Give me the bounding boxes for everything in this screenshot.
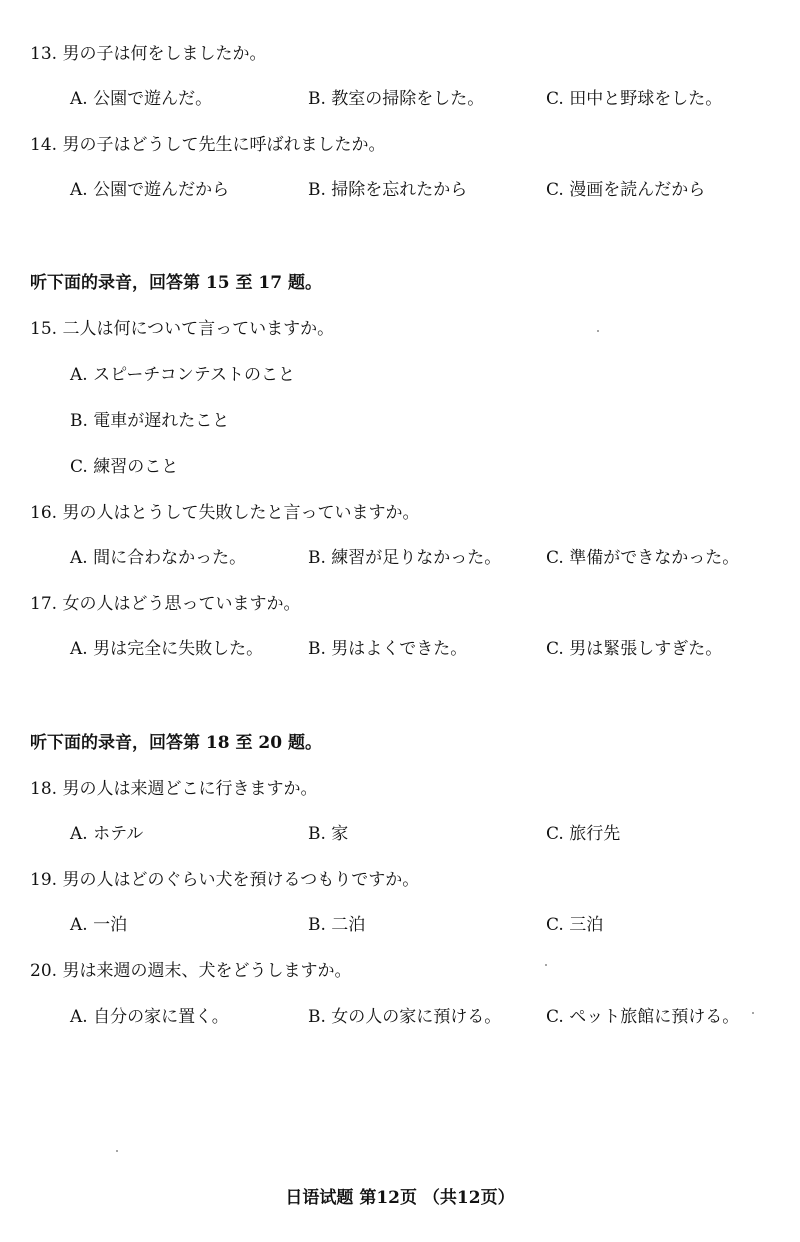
question-17-option-b: B. 男はよくできた。 [308, 639, 468, 659]
page-footer: 日语试题 第12页 （共12页） [285, 1188, 515, 1208]
question-15-option-c: C. 練習のこと [70, 457, 179, 477]
question-14-option-c: C. 漫画を読んだから [546, 180, 706, 200]
question-19-options [0, 913, 790, 937]
scan-speck [545, 964, 547, 966]
question-20-option-b: B. 女の人の家に預ける。 [308, 1007, 502, 1027]
question-14-options [0, 178, 790, 202]
question-19-option-c: C. 三泊 [546, 915, 604, 935]
question-16-option-a: A. 間に合わなかった。 [70, 548, 247, 568]
question-14-stem: 14. 男の子はどうして先生に呼ばれましたか。 [30, 135, 386, 155]
question-18-stem: 18. 男の人は来週どこに行きますか。 [30, 779, 318, 799]
question-15-option-a: A. スピーチコンテストのこと [70, 365, 296, 385]
question-19-option-a: A. 一泊 [70, 915, 128, 935]
question-16-option-c: C. 準備ができなかった。 [546, 548, 740, 568]
scan-speck [752, 1012, 754, 1014]
question-18-option-a: A. ホテル [70, 824, 144, 844]
question-14-option-b: B. 掃除を忘れたから [308, 180, 468, 200]
question-16-option-b: B. 練習が足りなかった。 [308, 548, 502, 568]
scan-speck [116, 1150, 118, 1152]
question-15-stem: 15. 二人は何について言っていますか。 [30, 319, 335, 339]
section-header-15-17: 听下面的录音，回答第 15 至 17 题。 [30, 273, 322, 293]
question-19-option-b: B. 二泊 [308, 915, 366, 935]
question-17-options [0, 637, 790, 661]
question-16-options [0, 546, 790, 570]
question-18-option-b: B. 家 [308, 824, 349, 844]
question-19-stem: 19. 男の人はどのぐらい犬を預けるつもりですか。 [30, 870, 420, 890]
question-17-stem: 17. 女の人はどう思っていますか。 [30, 594, 301, 614]
question-20-stem: 20. 男は来週の週末、犬をどうしますか。 [30, 961, 352, 981]
question-17-option-c: C. 男は緊張しすぎた。 [546, 639, 723, 659]
question-13-option-a: A. 公園で遊んだ。 [70, 89, 213, 109]
question-18-options [0, 822, 790, 846]
question-20-options [0, 1005, 790, 1029]
question-17-option-a: A. 男は完全に失敗した。 [70, 639, 264, 659]
question-20-option-c: C. ペット旅館に預ける。 [546, 1007, 740, 1027]
question-18-option-c: C. 旅行先 [546, 824, 621, 844]
question-14-option-a: A. 公園で遊んだから [70, 180, 230, 200]
question-13-option-c: C. 田中と野球をした。 [546, 89, 723, 109]
question-13-stem: 13. 男の子は何をしましたか。 [30, 44, 267, 64]
section-header-18-20: 听下面的录音，回答第 18 至 20 题。 [30, 733, 322, 753]
question-20-option-a: A. 自分の家に置く。 [70, 1007, 229, 1027]
question-15-option-b: B. 電車が遅れたこと [70, 411, 230, 431]
question-13-option-b: B. 教室の掃除をした。 [308, 89, 485, 109]
question-16-stem: 16. 男の人はとうして失敗したと言っていますか。 [30, 503, 420, 523]
question-13-options [0, 87, 790, 111]
scan-speck [597, 330, 599, 332]
